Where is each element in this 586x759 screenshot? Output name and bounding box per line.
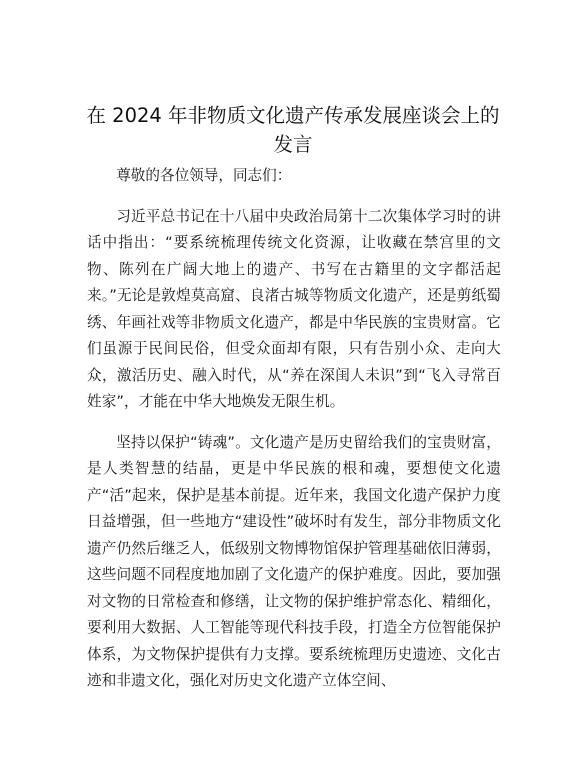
- document-title: 在 2024 年非物质文化遗产传承发展座谈会上的发言: [86, 104, 500, 156]
- body-paragraph: 习近平总书记在十八届中央政治局第十二次集体学习时的讲话中指出：“要系统梳理传统文化资源，让收藏在禁宫里的文物、陈列在广阔大地上的遗产、书写在古籍里的文字都活起来。”无论是敦煌莫高窟、良渚古城等物质文化遗产，还是剪纸蜀绣、年画社戏等非物质文化遗产，都是中华民族的宝贵财富。它们虽源于民间民俗，但受众面却有限，只有告别小众、走向大众，激活历史、融入时代，从“养在深闺人未识”到“飞入寻常百姓家”，才能在中华大地焕发无限生机。: [87, 207, 501, 410]
- body-paragraph: 坚持以保护“铸魂”。文化遗产是历史留给我们的宝贵财富，是人类智慧的结晶，更是中华民族的根和魂，要想使文化遗产“活”起来，保护是基本前提。近年来，我国文化遗产保护力度日益增强，但一些地方“建设性”破坏时有发生，部分非物质文化遗产仍然后继乏人，低级别文物博物馆保护管理基础依旧薄弱，这些问题不同程度地加剧了文化遗产的保护难度。因此，要加强对文物的日常检查和修缮，让文物的保护维护常态化、精细化，要利用大数据、人工智能等现代科技手段，打造全方位智能保护体系，为文物保护提供有力支撑。要系统梳理历史遗迹、文化古迹和非遗文化，强化对历史文化遗产立体空间、: [87, 433, 501, 689]
- greeting-paragraph: 尊敬的各位领导，同志们：: [116, 167, 292, 184]
- document-body: [87, 163, 501, 709]
